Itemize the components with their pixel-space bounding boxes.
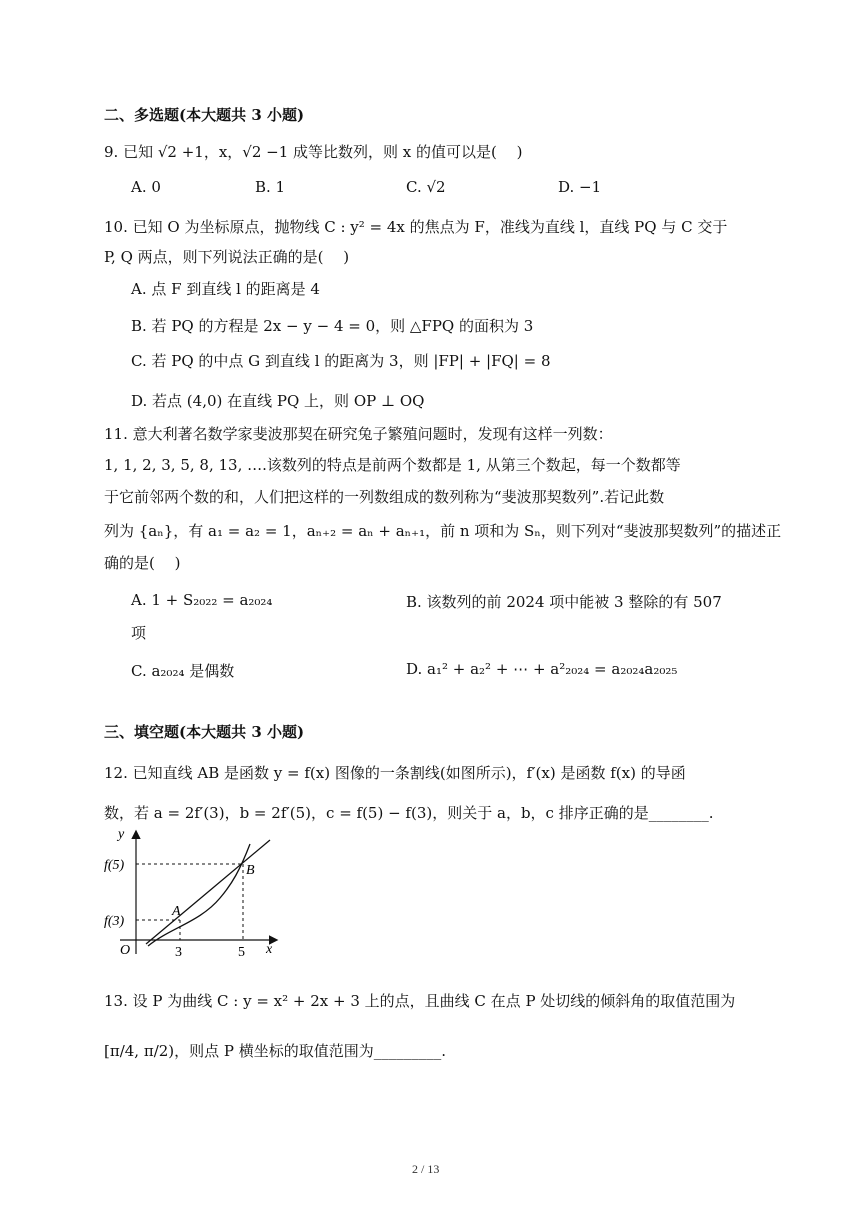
section-title-fill-in: 三、填空题(本大题共 3 小题) [104, 723, 305, 741]
question-10-option-d: D. 若点 (4,0) 在直线 PQ 上，则 OP ⊥ OQ [131, 392, 425, 410]
x3-tick-label: 3 [175, 945, 182, 960]
question-12-line-1: 12. 已知直线 AB 是函数 y = f(x) 图像的一条割线(如图所示)，f′(x) 是函数 f(x) 的导函 [104, 764, 686, 782]
question-10-option-c: C. 若 PQ 的中点 G 到直线 l 的距离为 3，则 |FP| + |FQ| = 8 [131, 352, 551, 370]
question-11-option-a: A. 1 + S₂₀₂₂ = a₂₀₂₄ [131, 591, 273, 609]
question-11-line-5: 确的是( ) [104, 554, 181, 572]
f5-label: f(5) [104, 858, 125, 873]
point-a-label: A [172, 904, 181, 919]
question-10-option-b: B. 若 PQ 的方程是 2x − y − 4 = 0，则 △FPQ 的面积为 3 [131, 317, 534, 335]
question-11-line-4: 列为 {aₙ}，有 a₁ = a₂ = 1，aₙ₊₂ = aₙ + aₙ₊₁，前 n 项和为 Sₙ，则下列对“斐波那契数列”的描述正 [104, 522, 782, 540]
question-11-line-1: 11. 意大利著名数学家斐波那契在研究兔子繁殖问题时，发现有这样一列数： [104, 425, 613, 443]
question-12-line-2: 数，若 a = 2f′(3)，b = 2f′(5)，c = f(5) − f(3)，则关于 a，b，c 排序正确的是________. [104, 804, 714, 822]
page-number: 2 / 13 [412, 1162, 440, 1176]
f3-label: f(3) [104, 914, 125, 929]
point-b-label: B [246, 863, 255, 878]
y-axis-label: y [118, 827, 125, 842]
question-11-option-c: C. a₂₀₂₄ 是偶数 [131, 662, 235, 680]
question-9-option-a: A. 0 [131, 178, 161, 196]
question-11-option-b-continued: 项 [131, 624, 147, 642]
x5-tick-label: 5 [238, 945, 245, 960]
question-9-option-b: B. 1 [255, 178, 286, 196]
question-12-figure [100, 826, 290, 966]
section-title-multiple-choice: 二、多选题(本大题共 3 小题) [104, 106, 305, 124]
x-axis-label: x [266, 942, 273, 957]
secant-line-ab [146, 840, 270, 944]
question-10-option-a: A. 点 F 到直线 l 的距离是 4 [131, 280, 320, 298]
question-11-line-3: 于它前邻两个数的和，人们把这样的一列数组成的数列称为“斐波那契数列”.若记此数 [104, 488, 665, 506]
question-9-option-c: C. √2 [406, 178, 446, 196]
question-13-line-1: 13. 设 P 为曲线 C : y = x² + 2x + 3 上的点，且曲线 C 在点 P 处切线的倾斜角的取值范围为 [104, 992, 736, 1010]
origin-label: O [120, 943, 131, 958]
question-9-stem: 9. 已知 √2 +1，x，√2 −1 成等比数列，则 x 的值可以是( ) [104, 143, 523, 161]
question-10-stem-line-1: 10. 已知 O 为坐标原点，抛物线 C : y² = 4x 的焦点为 F，准线为直线 l，直线 PQ 与 C 交于 [104, 218, 728, 236]
function-curve [148, 844, 250, 946]
question-11-line-2: 1, 1, 2, 3, 5, 8, 13, ….该数列的特点是前两个数都是 1, 从第三个数起，每一个数都等 [104, 456, 681, 474]
question-10-stem-line-2: P, Q 两点，则下列说法正确的是( ) [104, 248, 350, 266]
question-11-option-b: B. 该数列的前 2024 项中能被 3 整除的有 507 [406, 593, 722, 611]
question-13-line-2: [π/4, π/2)，则点 P 横坐标的取值范围为_________. [104, 1042, 447, 1060]
question-9-option-d: D. −1 [558, 178, 602, 196]
question-11-option-d: D. a₁² + a₂² + ⋯ + a²₂₀₂₄ = a₂₀₂₄a₂₀₂₅ [406, 660, 678, 678]
